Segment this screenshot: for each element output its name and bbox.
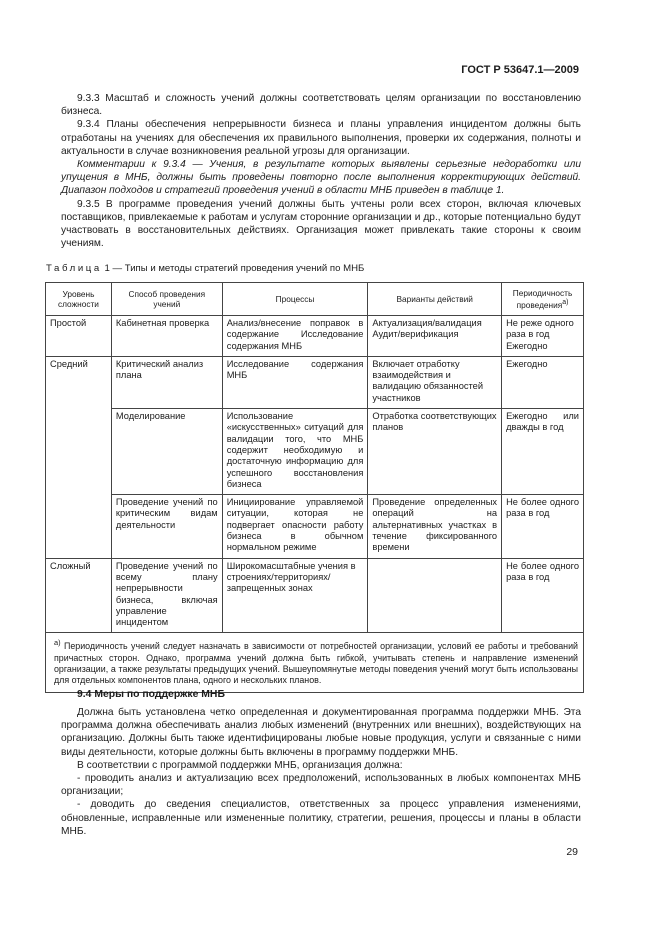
header-period	[502, 283, 584, 316]
cell-period: Не более одного раза в год	[502, 495, 584, 558]
cell-level: Средний	[46, 356, 112, 558]
document-id: ГОСТ Р 53647.1—2009	[461, 64, 579, 76]
table-header-row	[46, 283, 584, 316]
footnote-text: Периодичность учений следует назначать в зависимости от потребностей организации, условий ее работы и требований причастных сторон. Однако, программа учений должна быть гибкой, учитывать степень и направление изменений организации, а также результаты предыдущих учений. Вышеупомянутые методы поведения учений могут быть использованы для отдельных компонентов плана, одного и нескольких планов.	[54, 641, 579, 686]
cell-variants: Отработка соответствующих планов	[368, 409, 502, 495]
paragraph: Должна быть установлена четко определенная и документированная программа поддержки МНБ. Эта программа должна обеспечивать анализ любых изменений (внутренних или внешних), воздействующих на организацию. Должны быть также идентифицированы любые новые продукция, услуги и связанные с ними виды деятельности, которые должны быть включены в программу поддержки МНБ.	[61, 707, 581, 758]
cell-period: Ежегодно или дважды в год	[502, 409, 584, 495]
comment-9-3-4: Комментарии к 9.3.4 — Учения, в результате которых выявлены серьезные недоработки или упущения в МНБ, должны быть проведены повторно после выполнения корректирующих действий. Диапазон подходов и стратегий проведения учений в области МНБ приведен в таблице 1.	[61, 159, 581, 197]
table-row	[46, 495, 584, 558]
table-row	[46, 316, 584, 357]
cell-method: Проведение учений по всему плану непрерывности бизнеса, включая управление инцидентом	[111, 558, 222, 633]
header-variants: Варианты действий	[368, 283, 502, 316]
header-processes: Процессы	[222, 283, 368, 316]
table-caption	[46, 262, 364, 275]
cell-method: Кабинетная проверка	[111, 316, 222, 357]
paragraph: В соответствии с программой поддержки МНБ, организация должна:	[77, 759, 403, 771]
body-text-top	[61, 92, 581, 250]
table-row	[46, 558, 584, 633]
cell-period: Не реже одного раза в год Ежегодно	[502, 316, 584, 357]
paragraph-9-3-5: 9.3.5 В программе проведения учений должны быть учтены роли всех сторон, включая ключевых поставщиков, привлекаемые к работам и услугам сторонние организации и др., которые потенциально будут участвовать в восстановительных действиях. Организация может привлекать такие стороны к своим учениям.	[61, 198, 581, 250]
cell-processes: Анализ/внесение поправок в содержание Исследование содержания МНБ	[222, 316, 368, 357]
cell-period: Ежегодно	[502, 356, 584, 408]
cell-method: Моделирование	[111, 409, 222, 495]
cell-processes: Широкомасштабные учения в строениях/территориях/запрещенных зонах	[222, 558, 368, 633]
cell-processes: Использование «искусственных» ситуаций для валидации того, что МНБ содержит необходимую и достаточную информацию для успешного восстановления бизнеса	[222, 409, 368, 495]
cell-level: Простой	[46, 316, 112, 357]
table-row	[46, 409, 584, 495]
table-footnote	[46, 633, 584, 692]
header-method: Способ проведения учений	[111, 283, 222, 316]
cell-variants: Включает отработку взаимодействия и валидацию обязанностей участников	[368, 356, 502, 408]
cell-method: Проведение учений по критическим видам деятельности	[111, 495, 222, 558]
exercise-methods-table	[45, 282, 584, 693]
cell-variants	[368, 558, 502, 633]
section-title: 9.4 Меры по поддержке МНБ	[77, 689, 225, 700]
cell-method: Критический анализ плана	[111, 356, 222, 408]
table-row	[46, 356, 584, 408]
footnote-mark: а)	[54, 638, 61, 648]
header-period-footnote-mark: а)	[562, 299, 569, 307]
table-caption-text: 1 — Типы и методы стратегий проведения учений по МНБ	[104, 263, 365, 274]
cell-processes: Исследование содержания МНБ	[222, 356, 368, 408]
cell-level: Сложный	[46, 558, 112, 633]
header-level: Уровень сложности	[46, 283, 112, 316]
paragraph-9-3-3: 9.3.3 Масштаб и сложность учений должны соответствовать целям организации по восстановлению бизнеса.	[61, 93, 581, 118]
cell-variants: Актуализация/валидация Аудит/верификация	[368, 316, 502, 357]
paragraph-9-3-4: 9.3.4 Планы обеспечения непрерывности бизнеса и планы управления инцидентом должны быть отработаны на учениях для обеспечения их правильного выполнения, проверки их содержания, полноты и актуальности в случае возникновения реальной угрозы для организации.	[61, 119, 581, 157]
list-item: - доводить до сведения специалистов, ответственных за процесс управления изменениями, обновленные, исправленные или измененные политику, стратегии, решения, процессы и планы в области МНБ.	[61, 799, 581, 837]
page-number: 29	[566, 846, 578, 858]
cell-processes: Инициирование управляемой ситуации, которая не подвергает опасности работу бизнеса в обычном нормальном режиме	[222, 495, 368, 558]
table-caption-label: Таблица	[46, 263, 102, 274]
header-period-text: Периодичность проведения	[512, 288, 573, 310]
list-item: - проводить анализ и актуализацию всех предположений, использованных в любых компонентах МНБ организации;	[61, 773, 581, 798]
cell-variants: Проведение определенных операций на альтернативных участках в течение фиксированного времени	[368, 495, 502, 558]
table-footnote-row	[46, 633, 584, 692]
cell-period: Не более одного раза в год	[502, 558, 584, 633]
body-text-bottom	[61, 706, 581, 838]
